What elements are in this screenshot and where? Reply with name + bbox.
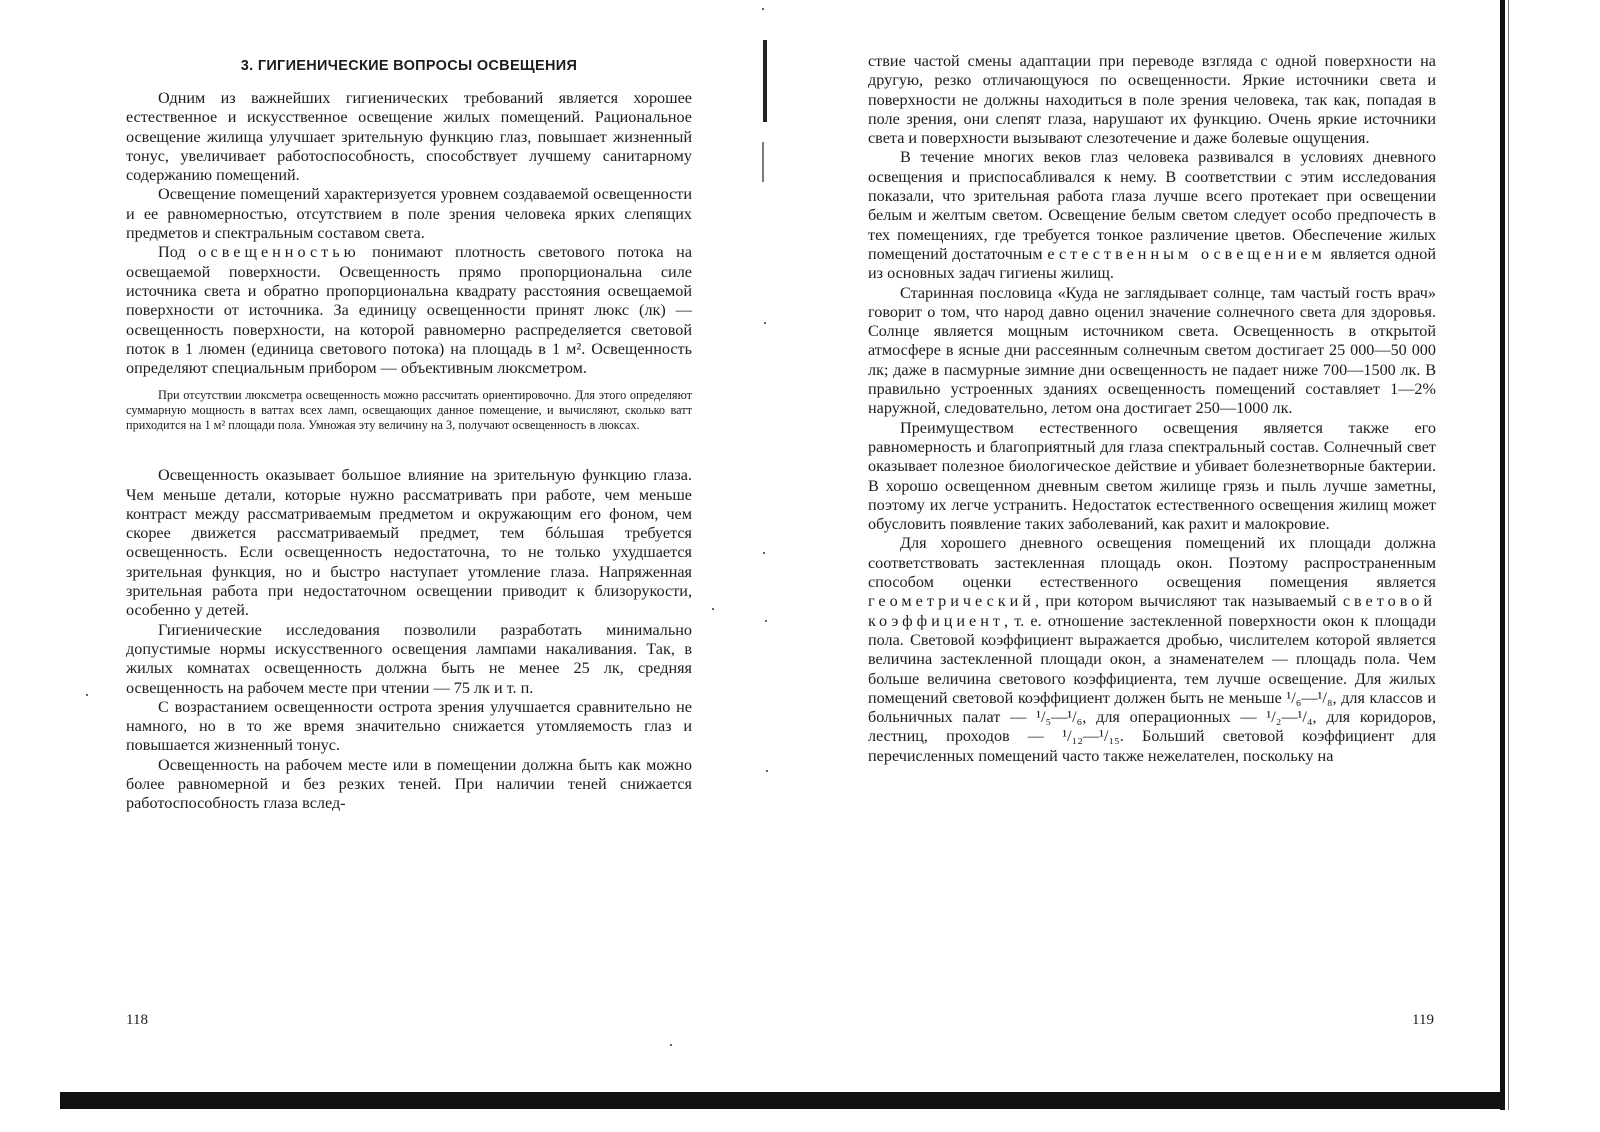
paragraph-continued: ствие частой смены адаптации при переводе взгляда с одной поверхности на другую, резко отличающуюся по освещенности. Яркие источники света и поверхности не должны находиться в поле зрения человека, так как, попадая в поле зрения, они слепят глаза, нарушают их функцию. Очень яркие источники света и поверхности вызывают слезотечение и даже болевые ощущения. [868, 52, 1436, 148]
paragraph-rest: понимают плотность светового потока на освещаемой поверхности. Освещенность прямо пропорциональна силе источника света и обратно пропорциональна квадрату расстояния освещаемой поверхности от источника. За единицу освещенности принят люкс (лк) —освещенность поверхности, на которой равномерно распределяется световой поток в 1 люмен (единица светового потока) на площадь в 1 м². Освещенность определяют специальным прибором — объективным люксметром. [126, 243, 693, 378]
left-page [0, 0, 760, 1132]
right-text-column [868, 0, 1436, 766]
scan-speck [670, 1044, 672, 1046]
scan-edge-bottom [60, 1092, 1500, 1109]
section-heading: 3. ГИГИЕНИЧЕСКИЕ ВОПРОСЫ ОСВЕЩЕНИЯ [240, 58, 578, 74]
right-page [760, 0, 1520, 1132]
paragraph-lead: В течение многих веков глаз человека развивался в условиях дневного освещения и приспосабливался к нему. В соответствии с этим исследования показали, что зрительная работа глаза лучше всего протекает при освещении белым и желтым светом. Освещение белым светом следует особо предпочесть в тех помещениях, где требуется тонкое различение цветов. Обеспечение жилых помещений достаточным [868, 148, 1436, 263]
paragraph: Гигиенические исследования позволили разработать минимально допустимые нормы искусственного освещения лампами накаливания. Так, в жилых комнатах освещенность должна быть не менее 25 лк, средняя освещенность на рабочем месте при чтении — 75 лк и т. п. [126, 620, 692, 697]
paragraph: Освещение помещений характеризуется уровнем создаваемой освещенности и ее равномерностью, отсутствием в поле зрения человека ярких слепящих предметов и спектральным составом света. [126, 185, 692, 243]
paragraph [868, 534, 1436, 766]
paragraph: Преимуществом естественного освещения является также его равномерность и благоприятный для глаза спектральный состав. Солнечный свет оказывает полезное биологическое действие и убивает болезнетворные бактерии. В хорошо освещенном дневным светом жилище грязь и пыль лучше заметны, поэтому их легче устранить. Недостаток естественного освещения жилищ может обусловить появление таких заболеваний, как рахит и малокровие. [868, 418, 1436, 534]
scan-speck [86, 694, 88, 696]
scan-edge-right [1500, 0, 1505, 1110]
paragraph-lead: Для хорошего дневного освещения помещений их площади должна соответствовать застекленная площадь окон. Поэтому распространенным способом оценки естественного освещения помещения является [868, 534, 1436, 592]
paragraph: Старинная пословица «Куда не заглядывает солнце, там частый гость врач» говорит о том, что народ давно оценил значение солнечного света для здоровья. Солнце является мощным источником света. Освещенность в открытой атмосфере в ясные дни рассеянным солнечным светом достигает 25 000—50 000 лк; даже в пасмурные зимние дни освещенность не падает ниже 700—1500 лк. В правильно устроенных зданиях освещенность помещений составляет 1—2% наружной, следовательно, летом она достигает 250—1000 лк. [868, 283, 1436, 418]
paragraph-rest: , т. е. отношение застекленной поверхности окон к площади пола. Световой коэффициент выражается дробью, числителем которой является величина застекленной площади окон, а знаменателем — площадь пола. Чем больше величина светового коэффициента, тем лучше освещение. Для жилых помещений световой коэффициент должен быть не меньше ¹/₆—¹/₈, для классов и больничных палат — ¹/₅—¹/₆, для операционных — ¹/₂—¹/₄, для коридоров, лестниц, проходов — ¹/₁₂—¹/₁₅. Больший световой коэффициент для перечисленных помещений часто также нежелателен, поскольку на [868, 611, 1436, 765]
term-spaced: освещенностью [198, 243, 360, 262]
page-number: 119 [1412, 1012, 1434, 1028]
paragraph: С возрастанием освещенности острота зрения улучшается сравнительно не намного, но в то же время значительно снижается утомляемость глаз и повышается жизненный тонус. [126, 697, 692, 755]
scan-edge-right-thin [1508, 0, 1509, 1110]
term-spaced: световой коэффициент [868, 592, 1436, 630]
paragraph-mid: , при котором вычисляют так называемый [1034, 592, 1343, 611]
footnote-small-print: При отсутствии люксметра освещенность можно рассчитать ориентировочно. Для этого определяют суммарную мощность в ваттах всех ламп, освещающих данное помещение, и вычисляют, сколько ватт приходится на 1 м² площади пола. Умножая эту величину на 3, получают освещенность в люксах. [126, 388, 692, 432]
scan-speck [712, 608, 714, 610]
paragraph: Освещенность оказывает большое влияние на зрительную функцию глаза. Чем меньше детали, которые нужно рассматривать при работе, чем меньше контраст между рассматриваемым предметом и окружающим его фоном, чем скорее движется рассматриваемый предмет, тем бóльшая требуется освещенность. Если освещенность недостаточна, то не только ухудшается зрительная функция, но и быстро наступает утомление глаза. Напряженная зрительная работа при недостаточном освещении приводит к близорукости, особенно у детей. [126, 466, 692, 620]
paragraph-lead: Под [158, 243, 199, 262]
paragraph: Освещенность на рабочем месте или в помещении должна быть как можно более равномерной и без резких теней. При наличии теней снижается работоспособность глаза вслед- [126, 755, 692, 813]
term-spaced: геометрический [868, 592, 1035, 611]
left-text-column [126, 0, 692, 814]
term-spaced: естественным освещением [1047, 244, 1326, 263]
paragraph [126, 243, 692, 378]
paragraph-rest: является одной из основных задач гигиены жилищ. [868, 244, 1436, 283]
paragraph [868, 148, 1436, 283]
paragraph: Одним из важнейших гигиенических требований является хорошее естественное и искусственное освещение жилых помещений. Рациональное освещение жилища улучшает зрительную функцию глаз, повышает жизненный тонус, увеличивает работоспособность, способствует лучшему санитарному содержанию помещений. [126, 89, 692, 185]
page-number: 118 [126, 1012, 148, 1028]
